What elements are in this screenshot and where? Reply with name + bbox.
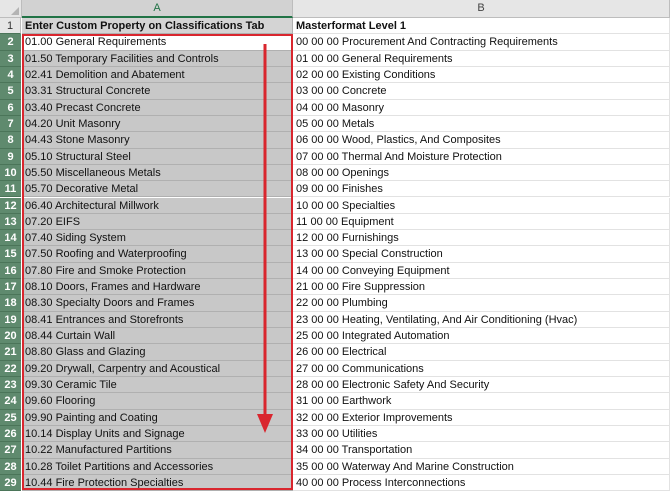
cell-b[interactable]: 11 00 00 Equipment (293, 214, 670, 230)
cell-b[interactable]: 14 00 00 Conveying Equipment (293, 263, 670, 279)
cell-a[interactable]: 03.40 Precast Concrete (22, 100, 293, 116)
cell-a[interactable]: 07.80 Fire and Smoke Protection (22, 263, 293, 279)
table-row (0, 475, 670, 491)
table-row (0, 344, 670, 360)
row-number[interactable]: 13 (0, 214, 21, 230)
row-number[interactable]: 24 (0, 393, 21, 409)
row-number[interactable]: 26 (0, 426, 21, 442)
table-row (0, 263, 670, 279)
table-row (0, 361, 670, 377)
row-number[interactable]: 25 (0, 410, 21, 426)
cell-b[interactable]: 08 00 00 Openings (293, 165, 670, 181)
cell-a[interactable]: 04.20 Unit Masonry (22, 116, 293, 132)
row-number[interactable]: 18 (0, 295, 21, 311)
cell-a[interactable]: 08.30 Specialty Doors and Frames (22, 295, 293, 311)
row-number[interactable]: 2 (0, 34, 21, 50)
table-row (0, 100, 670, 116)
select-all-corner[interactable] (0, 0, 22, 17)
table-row (0, 426, 670, 442)
cell-a[interactable]: 08.10 Doors, Frames and Hardware (22, 279, 293, 295)
cell-b[interactable]: 28 00 00 Electronic Safety And Security (293, 377, 670, 393)
row-number[interactable]: 6 (0, 100, 21, 116)
table-row (0, 214, 670, 230)
table-row (0, 198, 670, 214)
cell-a[interactable]: 04.43 Stone Masonry (22, 132, 293, 148)
row-number[interactable]: 22 (0, 361, 21, 377)
row-number[interactable]: 21 (0, 344, 21, 360)
cell-b[interactable]: 00 00 00 Procurement And Contracting Requirements (293, 34, 670, 50)
cell-a-header[interactable]: Enter Custom Property on Classifications Tab (22, 18, 293, 34)
cell-b[interactable]: 40 00 00 Process Interconnections (293, 475, 670, 491)
row-number[interactable]: 28 (0, 459, 21, 475)
cell-a[interactable]: 02.41 Demolition and Abatement (22, 67, 293, 83)
table-row (0, 34, 670, 50)
table-row (0, 149, 670, 165)
table-row (0, 83, 670, 99)
row-number[interactable]: 29 (0, 475, 21, 491)
row-number[interactable]: 14 (0, 230, 21, 246)
cell-a[interactable]: 10.44 Fire Protection Specialties (22, 475, 293, 491)
cell-b[interactable]: 06 00 00 Wood, Plastics, And Composites (293, 132, 670, 148)
table-row (0, 67, 670, 83)
column-header-a[interactable]: A (22, 0, 293, 18)
cell-a[interactable]: 06.40 Architectural Millwork (22, 198, 293, 214)
table-row (0, 295, 670, 311)
row-number[interactable]: 16 (0, 263, 21, 279)
table-row (0, 393, 670, 409)
cell-a[interactable]: 08.44 Curtain Wall (22, 328, 293, 344)
cell-b[interactable]: 23 00 00 Heating, Ventilating, And Air Conditioning (Hvac) (293, 312, 670, 328)
cell-b[interactable]: 35 00 00 Waterway And Marine Construction (293, 459, 670, 475)
cell-a[interactable]: 07.40 Siding System (22, 230, 293, 246)
cell-a[interactable]: 09.20 Drywall, Carpentry and Acoustical (22, 361, 293, 377)
row-number[interactable]: 17 (0, 279, 21, 295)
table-row (0, 132, 670, 148)
cell-a[interactable]: 10.22 Manufactured Partitions (22, 442, 293, 458)
cell-b[interactable]: 22 00 00 Plumbing (293, 295, 670, 311)
cell-b[interactable]: 33 00 00 Utilities (293, 426, 670, 442)
table-row (0, 51, 670, 67)
cell-a[interactable]: 09.60 Flooring (22, 393, 293, 409)
table-row (0, 312, 670, 328)
row-number[interactable]: 20 (0, 328, 21, 344)
row-number[interactable]: 1 (0, 18, 21, 34)
cell-a[interactable]: 05.50 Miscellaneous Metals (22, 165, 293, 181)
cell-b[interactable]: 31 00 00 Earthwork (293, 393, 670, 409)
cell-a[interactable]: 10.14 Display Units and Signage (22, 426, 293, 442)
table-row (0, 377, 670, 393)
row-number[interactable]: 27 (0, 442, 21, 458)
cell-a[interactable]: 05.10 Structural Steel (22, 149, 293, 165)
row-number[interactable]: 23 (0, 377, 21, 393)
row-number[interactable]: 3 (0, 51, 21, 67)
table-row (0, 165, 670, 181)
table-row (0, 442, 670, 458)
cell-b[interactable]: 12 00 00 Furnishings (293, 230, 670, 246)
cell-a[interactable]: 09.90 Painting and Coating (22, 410, 293, 426)
column-header-b[interactable]: B (293, 0, 670, 17)
row-number[interactable]: 4 (0, 67, 21, 83)
cell-b[interactable]: 26 00 00 Electrical (293, 344, 670, 360)
select-all-triangle-icon (11, 7, 19, 15)
header-row (0, 18, 670, 34)
cell-a[interactable]: 09.30 Ceramic Tile (22, 377, 293, 393)
cell-b[interactable]: 03 00 00 Concrete (293, 83, 670, 99)
cell-a-active[interactable]: 01.00 General Requirements (22, 34, 293, 50)
row-number[interactable]: 7 (0, 116, 21, 132)
cell-a[interactable]: 05.70 Decorative Metal (22, 181, 293, 197)
table-row (0, 328, 670, 344)
table-row (0, 230, 670, 246)
cell-a[interactable]: 08.80 Glass and Glazing (22, 344, 293, 360)
cell-b[interactable]: 27 00 00 Communications (293, 361, 670, 377)
row-number[interactable]: 9 (0, 149, 21, 165)
table-row (0, 246, 670, 262)
cell-b[interactable]: 13 00 00 Special Construction (293, 246, 670, 262)
cell-b[interactable]: 10 00 00 Specialties (293, 198, 670, 214)
row-number[interactable]: 12 (0, 198, 21, 214)
cell-b[interactable]: 02 00 00 Existing Conditions (293, 67, 670, 83)
cell-b[interactable]: 34 00 00 Transportation (293, 442, 670, 458)
row-number[interactable]: 11 (0, 181, 21, 197)
row-number[interactable]: 10 (0, 165, 21, 181)
cell-b[interactable]: 01 00 00 General Requirements (293, 51, 670, 67)
cell-b-header[interactable]: Masterformat Level 1 (293, 18, 670, 34)
cell-b[interactable]: 25 00 00 Integrated Automation (293, 328, 670, 344)
cell-a[interactable]: 07.20 EIFS (22, 214, 293, 230)
cell-a[interactable]: 10.28 Toilet Partitions and Accessories (22, 459, 293, 475)
cell-a[interactable]: 08.41 Entrances and Storefronts (22, 312, 293, 328)
table-row (0, 459, 670, 475)
cell-b[interactable]: 04 00 00 Masonry (293, 100, 670, 116)
row-number[interactable]: 8 (0, 132, 21, 148)
row-number[interactable]: 5 (0, 83, 21, 99)
table-row (0, 181, 670, 197)
table-row (0, 116, 670, 132)
cell-a[interactable]: 01.50 Temporary Facilities and Controls (22, 51, 293, 67)
cell-a[interactable]: 03.31 Structural Concrete (22, 83, 293, 99)
cell-b[interactable]: 32 00 00 Exterior Improvements (293, 410, 670, 426)
row-number[interactable]: 15 (0, 246, 21, 262)
cell-a[interactable]: 07.50 Roofing and Waterproofing (22, 246, 293, 262)
cell-b[interactable]: 21 00 00 Fire Suppression (293, 279, 670, 295)
table-row (0, 410, 670, 426)
cell-b[interactable]: 09 00 00 Finishes (293, 181, 670, 197)
row-number[interactable]: 19 (0, 312, 21, 328)
table-row (0, 279, 670, 295)
cell-b[interactable]: 07 00 00 Thermal And Moisture Protection (293, 149, 670, 165)
cell-b[interactable]: 05 00 00 Metals (293, 116, 670, 132)
